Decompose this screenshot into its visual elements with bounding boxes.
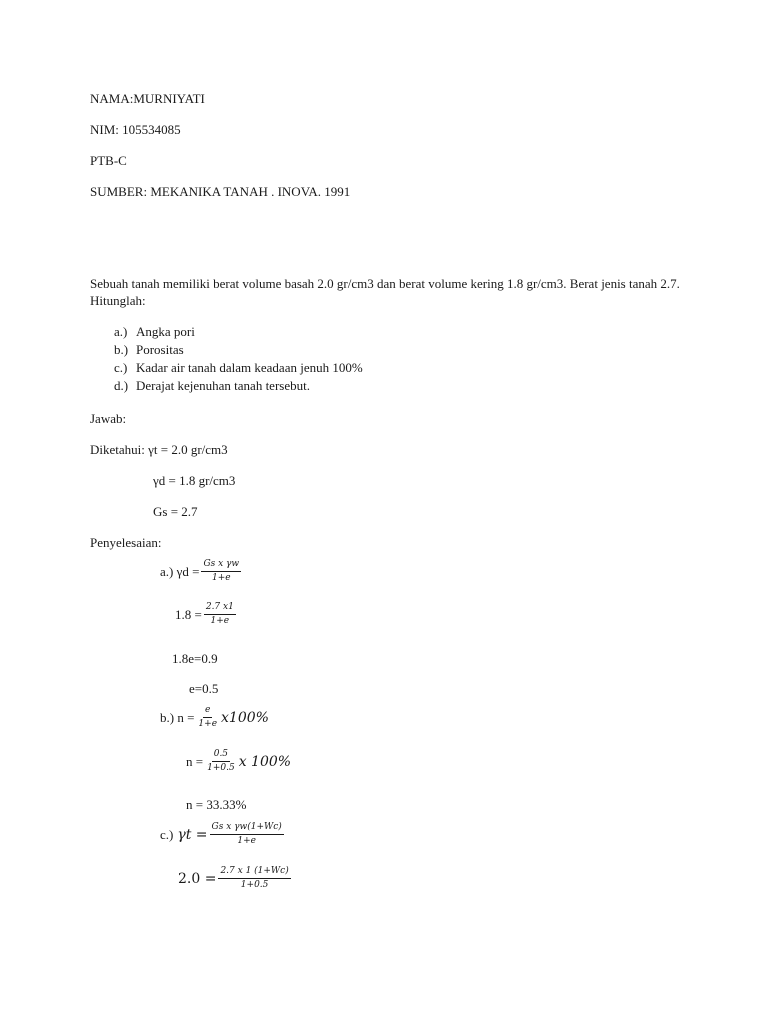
problem-statement: Sebuah tanah memiliki berat volume basah 2.0 gr/cm3 dan berat volume kering 1.8 gr/cm3. Berat jenis tanah 2.7. Hitunglah: — [90, 276, 680, 308]
item-marker: d.) — [114, 378, 129, 393]
fraction-denominator: 1+e — [198, 719, 218, 729]
equation-a4: e=0.5 — [189, 681, 219, 696]
fraction-denominator: 1+e — [210, 616, 230, 626]
answer-heading: Jawab: — [90, 411, 127, 426]
item-text: Derajat kejenuhan tanah tersebut. — [136, 378, 310, 393]
item-marker: a.) — [114, 324, 128, 339]
question-list — [114, 323, 363, 395]
fraction — [196, 706, 219, 729]
fraction-denominator: 1+0.5 — [240, 880, 269, 890]
equation-label: b.) n = — [160, 710, 195, 725]
fraction-denominator: 1+0.5 — [207, 763, 235, 773]
fraction-numerator: 2.7 x 1 (1+Wc) — [218, 867, 290, 879]
list-item — [114, 323, 363, 341]
fraction-denominator: 1+e — [237, 836, 256, 846]
fraction — [204, 603, 236, 626]
list-item — [114, 341, 363, 359]
source-reference: SUMBER: MEKANIKA TANAH . INOVA. 1991 — [90, 184, 351, 199]
fraction-numerator: Gs x γw(1+Wc) — [210, 823, 284, 835]
equation-a3: 1.8e=0.9 — [172, 651, 218, 666]
equation-c2 — [178, 867, 293, 890]
item-text: Kadar air tanah dalam keadaan jenuh 100% — [136, 360, 363, 375]
equation-label: a.) γd = — [160, 564, 200, 579]
student-name: NAMA:MURNIYATI — [90, 91, 205, 106]
item-marker: b.) — [114, 342, 129, 357]
equation-b2 — [186, 750, 291, 773]
known-gamma-d: γd = 1.8 gr/cm3 — [153, 473, 236, 488]
solution-heading: Penyelesaian: — [90, 535, 162, 550]
fraction-denominator: 1+e — [211, 573, 231, 583]
equation-lhs: 2.0 = — [178, 870, 217, 887]
equation-label: n = — [186, 754, 204, 769]
student-nim: NIM: 105534085 — [90, 122, 181, 137]
fraction-numerator: Gs x γw — [201, 560, 241, 572]
fraction-numerator: e — [203, 706, 212, 718]
fraction — [210, 823, 284, 846]
equation-label: 1.8 = — [175, 607, 202, 622]
fraction-numerator: 2.7 x1 — [204, 603, 236, 615]
equation-tail: x 100% — [238, 753, 292, 770]
class-label: PTB-C — [90, 153, 127, 168]
list-item — [114, 377, 363, 395]
known-gamma-t: Diketahui: γt = 2.0 gr/cm3 — [90, 442, 228, 457]
item-text: Porositas — [136, 342, 184, 357]
fraction — [201, 560, 241, 583]
equation-a2 — [175, 603, 238, 626]
known-gs: Gs = 2.7 — [153, 504, 198, 519]
equation-b3: n = 33.33% — [186, 797, 247, 812]
equation-a1 — [160, 560, 243, 583]
equation-c1 — [160, 823, 286, 846]
equation-tail: x100% — [221, 709, 269, 726]
item-marker: c.) — [114, 360, 128, 375]
fraction — [205, 750, 237, 773]
item-text: Angka pori — [136, 324, 195, 339]
fraction-numerator: 0.5 — [212, 750, 230, 762]
equation-label: c.) — [160, 827, 174, 842]
equation-lhs: γt = — [177, 826, 208, 843]
list-item — [114, 359, 363, 377]
equation-b1 — [160, 706, 269, 729]
fraction — [218, 867, 290, 890]
